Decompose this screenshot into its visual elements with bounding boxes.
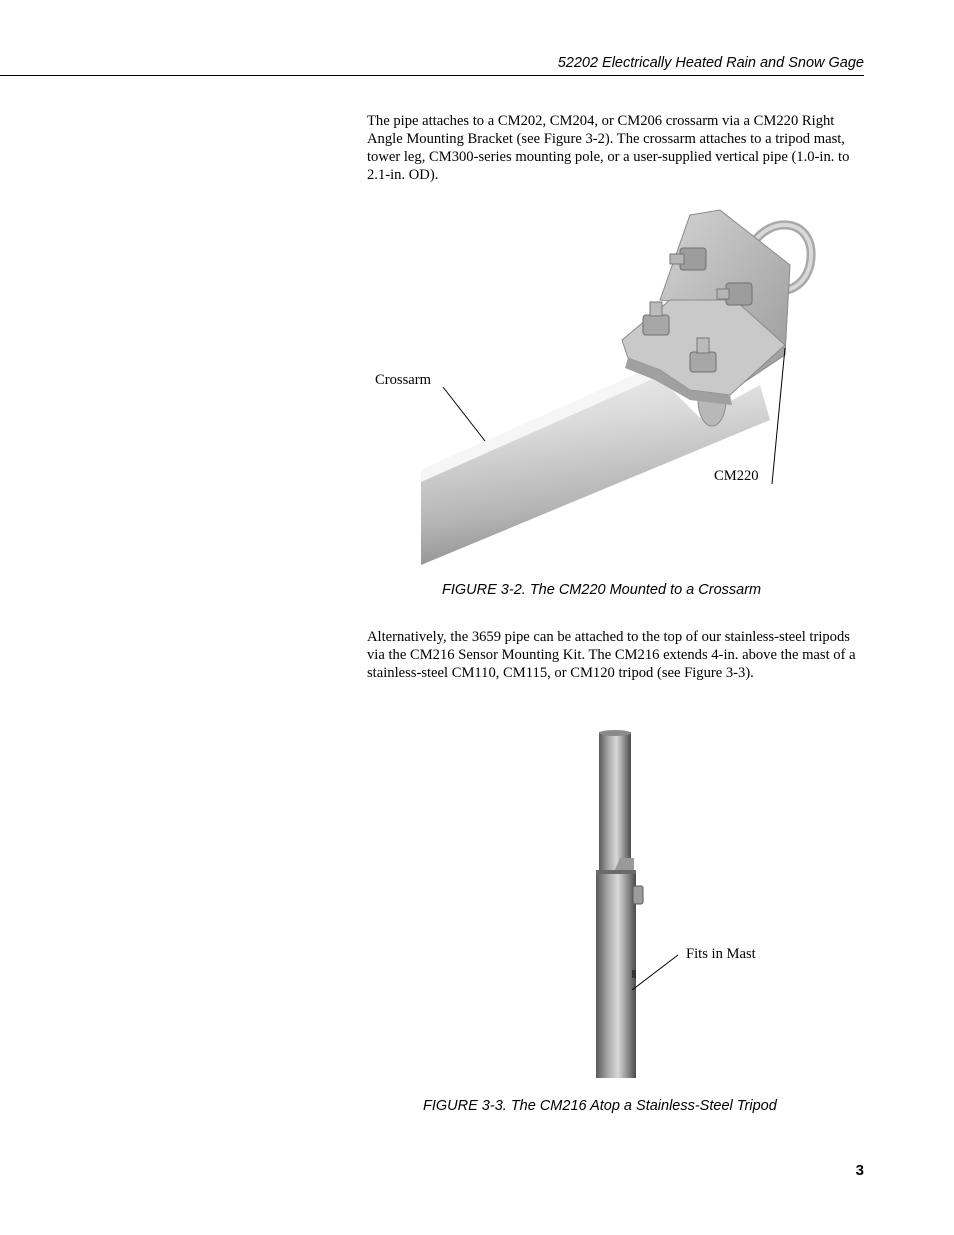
- label-cm220: CM220: [714, 468, 759, 484]
- running-header-title: 52202 Electrically Heated Rain and Snow Gage: [557, 55, 864, 71]
- page-number: 3: [855, 1162, 864, 1179]
- figure-3-2-caption: FIGURE 3-2. The CM220 Mounted to a Crossarm: [442, 582, 762, 598]
- cm220-leader-line: [772, 348, 785, 484]
- mast-leader-line: [632, 955, 678, 990]
- label-fits-in-mast: Fits in Mast: [686, 946, 756, 962]
- figure-3-3-caption: FIGURE 3-3. The CM216 Atop a Stainless-Steel Tripod: [423, 1098, 777, 1114]
- label-crossarm: Crossarm: [375, 372, 431, 388]
- paragraph-crossarm-mounting: The pipe attaches to a CM202, CM204, or CM206 crossarm via a CM220 Right Angle Mounting Bracket (see Figure 3-2). The crossarm attaches to a tripod mast, tower leg, CM300-series mounting pole, or a user-supplied vertical pipe (1.0-in. to 2.1-in. OD).: [367, 113, 850, 183]
- crossarm-leader-line: [443, 387, 485, 441]
- figure-cm216-mast-illustration: [596, 730, 643, 1078]
- paragraph-tripod-mounting: Alternatively, the 3659 pipe can be attached to the top of our stainless-steel tripods via the CM216 Sensor Mounting Kit. The CM216 extends 4-in. above the mast of a stainless-steel CM110, CM115, or CM120 tripod (see Figure 3-3).: [367, 629, 856, 681]
